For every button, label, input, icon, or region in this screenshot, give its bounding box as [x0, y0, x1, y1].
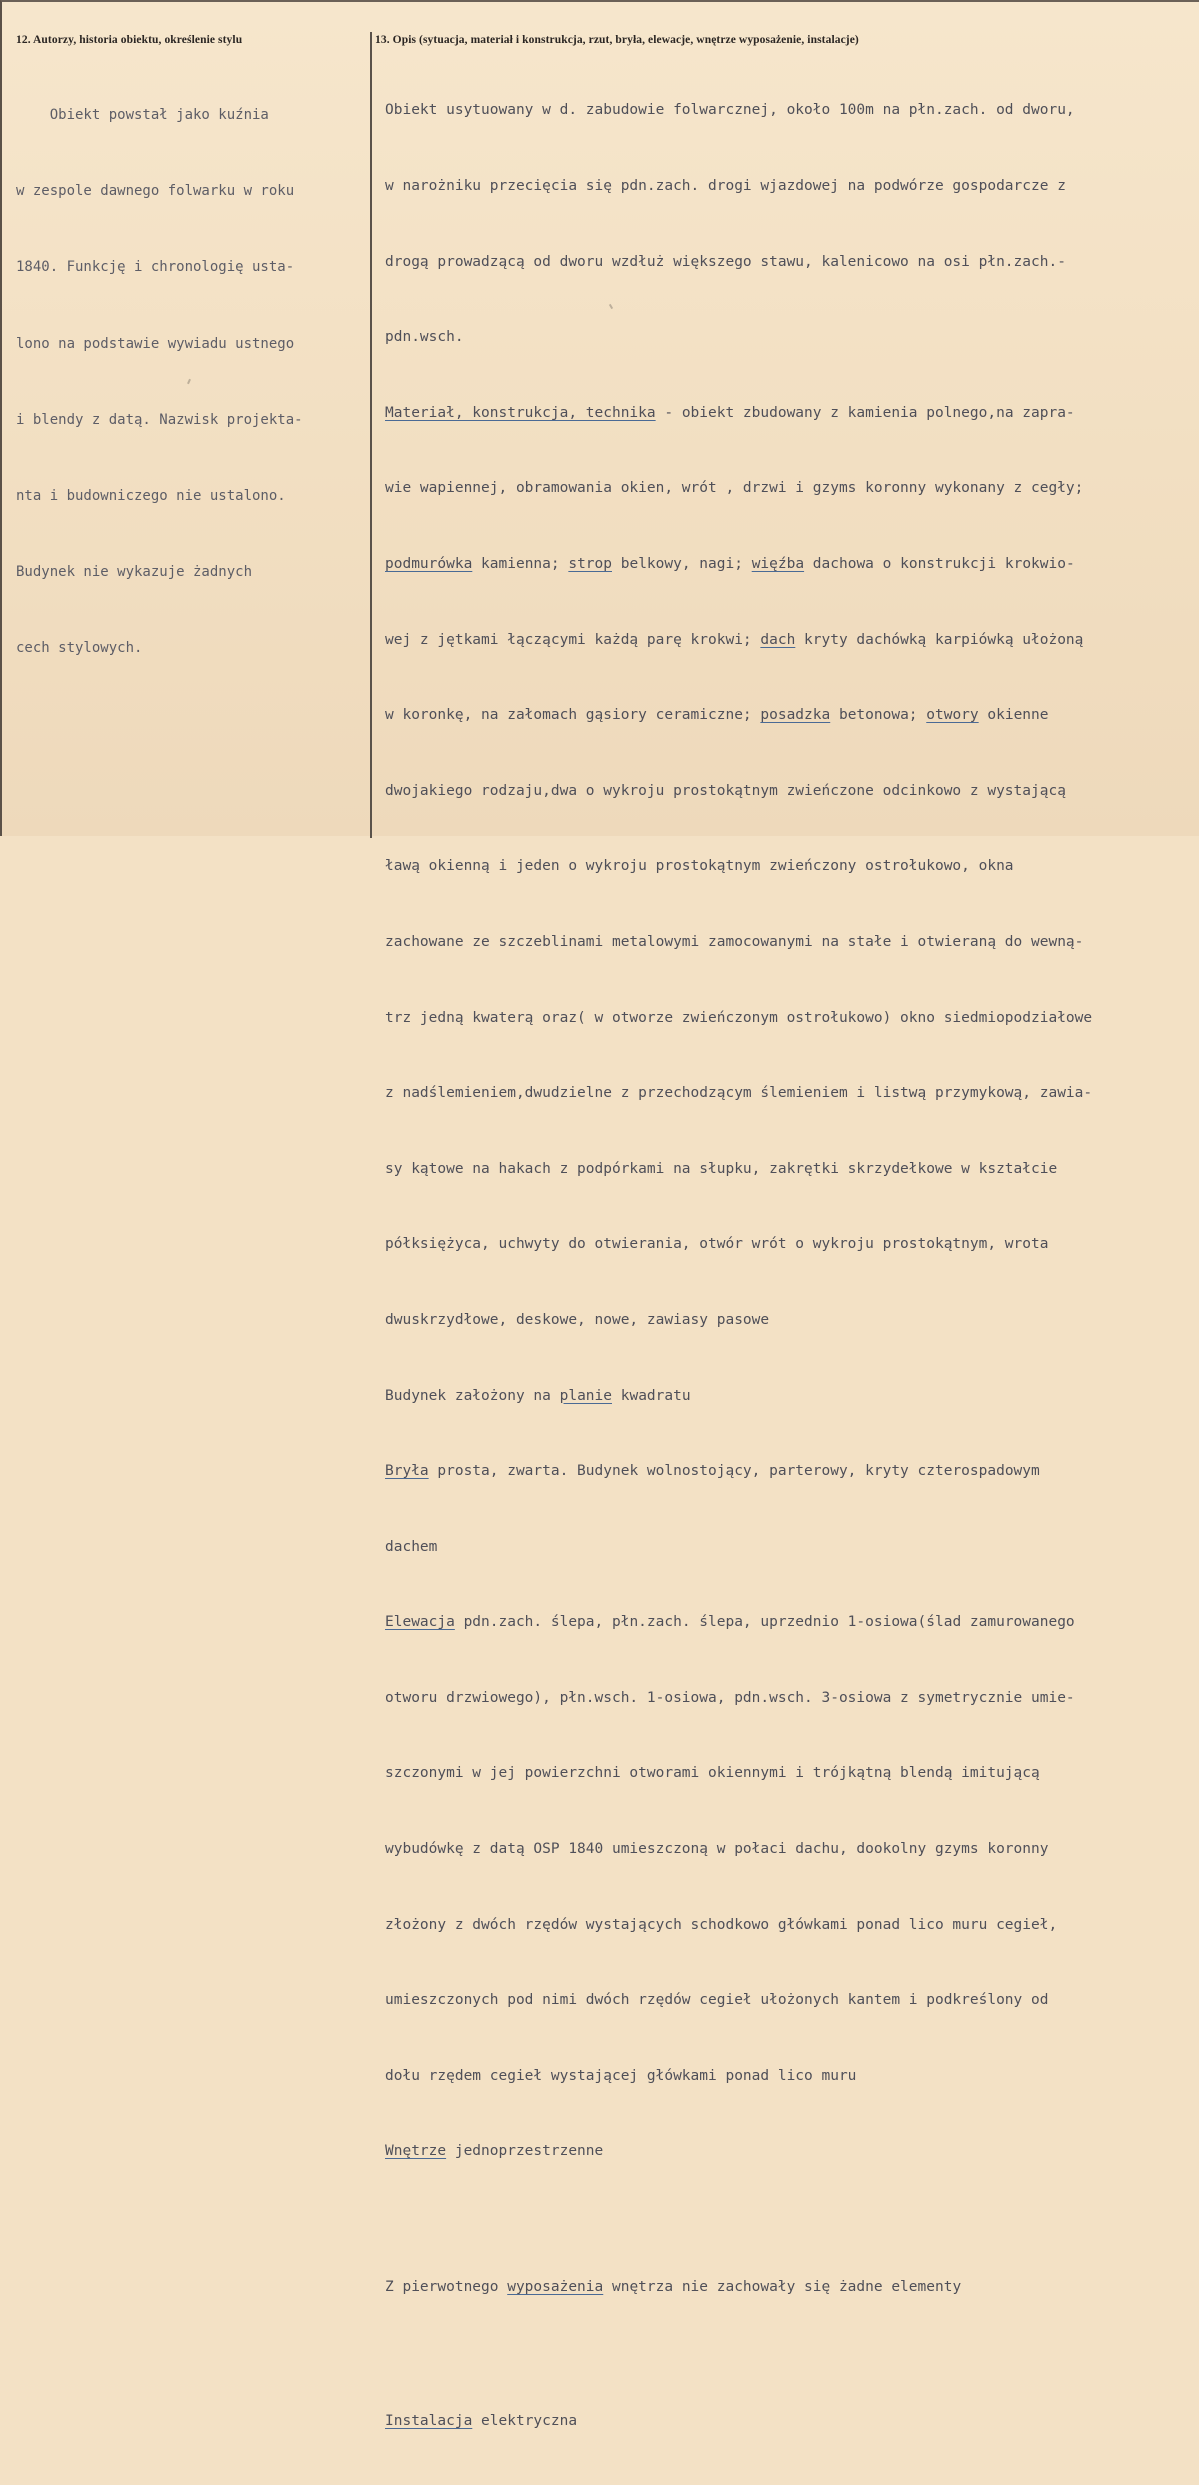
text-line: otworu drzwiowego), płn.wsch. 1-osiowa, pdn.wsch. 3-osiowa z symetrycznie umie-: [385, 1689, 1075, 1706]
text-line: [385, 552, 1195, 577]
text-run: pdn.zach. ślepa, płn.zach. ślepa, uprzednio 1-osiowa(ślad zamurowanego: [454, 1614, 1075, 1631]
text-run: dachowa o konstrukcji krokwio-: [804, 555, 1075, 572]
spacer: [385, 2351, 1195, 2359]
text-line: [385, 2409, 1195, 2434]
underlined-term: dach: [760, 631, 796, 648]
text-line: lono na podstawie wywiadu ustnego: [16, 335, 295, 352]
text-run: belkowy, nagi;: [612, 555, 752, 572]
text-line: umieszczonych pod nimi dwóch rzędów cegieł ułożonych kantem i podkreślony od: [385, 1992, 1049, 2009]
text-line: dwuskrzydłowe, deskowe, nowe, zawiasy pasowe: [385, 1311, 770, 1328]
underlined-term: otwory: [926, 707, 979, 724]
text-line: cech stylowych.: [16, 640, 143, 657]
text-line: dołu rzędem cegieł wystającej główkami ponad lico muru: [385, 2067, 857, 2084]
underlined-term: podmurówka: [385, 555, 473, 572]
text-run: Z pierwotnego: [385, 2279, 508, 2296]
text-line: drogą prowadzącą od dworu wzdłuż większego stawu, kalenicowo na osi płn.zach.-: [385, 253, 1066, 270]
underlined-term: Bryła: [385, 1463, 429, 1480]
underlined-term: posadzka: [760, 707, 831, 724]
text-run: elektryczna: [472, 2413, 578, 2430]
text-line: wie wapiennej, obramowania okien, wrót , drzwi i gzyms koronny wykonany z cegły;: [385, 480, 1084, 497]
text-line: nta i budowniczego nie ustalono.: [16, 487, 286, 504]
text-run: wnętrza nie zachowały się żadne elementy: [603, 2279, 962, 2296]
text-line: szczonymi w jej powierzchni otworami okiennymi i trójkątną blendą imitującą: [385, 1765, 1040, 1782]
text-run: wej z jętkami łączącymi każdą parę krokwi;: [385, 631, 761, 648]
text-line: [385, 1459, 1195, 1484]
text-line: 1840. Funkcję i chronologię usta-: [16, 259, 295, 276]
text-line: [385, 2275, 1195, 2300]
underlined-term: wyposażenia: [507, 2279, 604, 2296]
spacer: [385, 2215, 1195, 2225]
section-12-heading: 12. Autorzy, historia obiektu, określenie stylu: [16, 34, 243, 46]
section-12-text: [16, 52, 366, 713]
text-line: z nadślemieniem,dwudzielne z przechodzącym ślemieniem i listwą przymykową, zawia-: [385, 1085, 1093, 1102]
text-line: [385, 1610, 1195, 1635]
text-line: i blendy z datą. Nazwisk projekta-: [16, 411, 303, 428]
text-line: sy kątowe na hakach z podpórkami na słupku, zakrętki skrzydełkowe w kształcie: [385, 1160, 1058, 1177]
text-line: ławą okienną i jeden o wykroju prostokątnym zwieńczony ostrołukowo, okna: [385, 858, 1014, 875]
text-run: okienne: [978, 707, 1049, 724]
text-line: złożony z dwóch rzędów wystających schodkowo główkami ponad lico muru cegieł,: [385, 1916, 1058, 1933]
text-line: pdn.wsch.: [385, 329, 464, 346]
text-line: [385, 401, 1195, 426]
text-line: [385, 1384, 1195, 1409]
column-divider: [370, 32, 372, 838]
text-run: w koronkę, na załomach gąsiory ceramiczne;: [385, 707, 761, 724]
underlined-term: Instalacja: [385, 2413, 473, 2430]
text-line: półksiężyca, uchwyty do otwierania, otwór wrót o wykroju prostokątnym, wrota: [385, 1236, 1049, 1253]
section-13: [375, 34, 1195, 2485]
underlined-term: Materiał, konstrukcja, technika: [385, 404, 656, 421]
text-run: kamienna;: [472, 555, 569, 572]
text-line: [385, 628, 1195, 653]
text-line: trz jedną kwaterą oraz( w otworze zwieńczonym ostrołukowo) okno siedmiopodziałowe: [385, 1009, 1093, 1026]
underlined-term: planie: [559, 1387, 612, 1404]
underlined-term: strop: [568, 555, 612, 572]
text-line: w narożniku przecięcia się pdn.zach. drogi wjazdowej na podwórze gospodarcze z: [385, 178, 1066, 194]
text-line: [385, 2139, 1195, 2164]
text-line: Obiekt powstał jako kuźnia: [16, 107, 269, 123]
text-line: [385, 703, 1195, 728]
text-run: - obiekt zbudowany z kamienia polnego,na zapra-: [655, 404, 1075, 421]
text-run: kwadratu: [612, 1387, 691, 1404]
underlined-term: Elewacja: [385, 1614, 455, 1631]
text-line: wybudówkę z datą OSP 1840 umieszczoną w połaci dachu, dookolny gzyms koronny: [385, 1841, 1049, 1858]
underlined-term: Wnętrze: [385, 2143, 447, 2160]
text-line: Budynek nie wykazuje żadnych: [16, 564, 253, 581]
underlined-term: więźba: [751, 555, 805, 572]
section-13-heading: 13. Opis (sytuacja, materiał i konstrukcja, rzut, bryła, elewacje, wnętrze wyposażenie, instalacje): [375, 34, 859, 46]
text-line: dwojakiego rodzaju,dwa o wykroju prostokątnym zwieńczone odcinkowo z wystającą: [385, 782, 1066, 799]
text-run: Budynek założony na: [385, 1387, 560, 1404]
text-line: Obiekt usytuowany w d. zabudowie folwarcznej, około 100m na płn.zach. od dworu,: [385, 102, 1075, 119]
section-13-text: [375, 48, 1195, 2485]
text-run: prosta, zwarta. Budynek wolnostojący, parterowy, kryty czterospadowym: [428, 1463, 1040, 1480]
text-line: zachowane ze szczeblinami metalowymi zamocowanymi na stałe i otwieraną do wewną-: [385, 933, 1084, 950]
text-line: dachem: [385, 1538, 438, 1555]
text-run: betonowa;: [830, 707, 927, 724]
section-12: [16, 34, 366, 713]
text-line: w zespole dawnego folwarku w roku: [16, 183, 295, 200]
text-run: kryty dachówką karpiówką ułożoną: [795, 631, 1084, 648]
text-run: jednoprzestrzenne: [446, 2143, 604, 2160]
